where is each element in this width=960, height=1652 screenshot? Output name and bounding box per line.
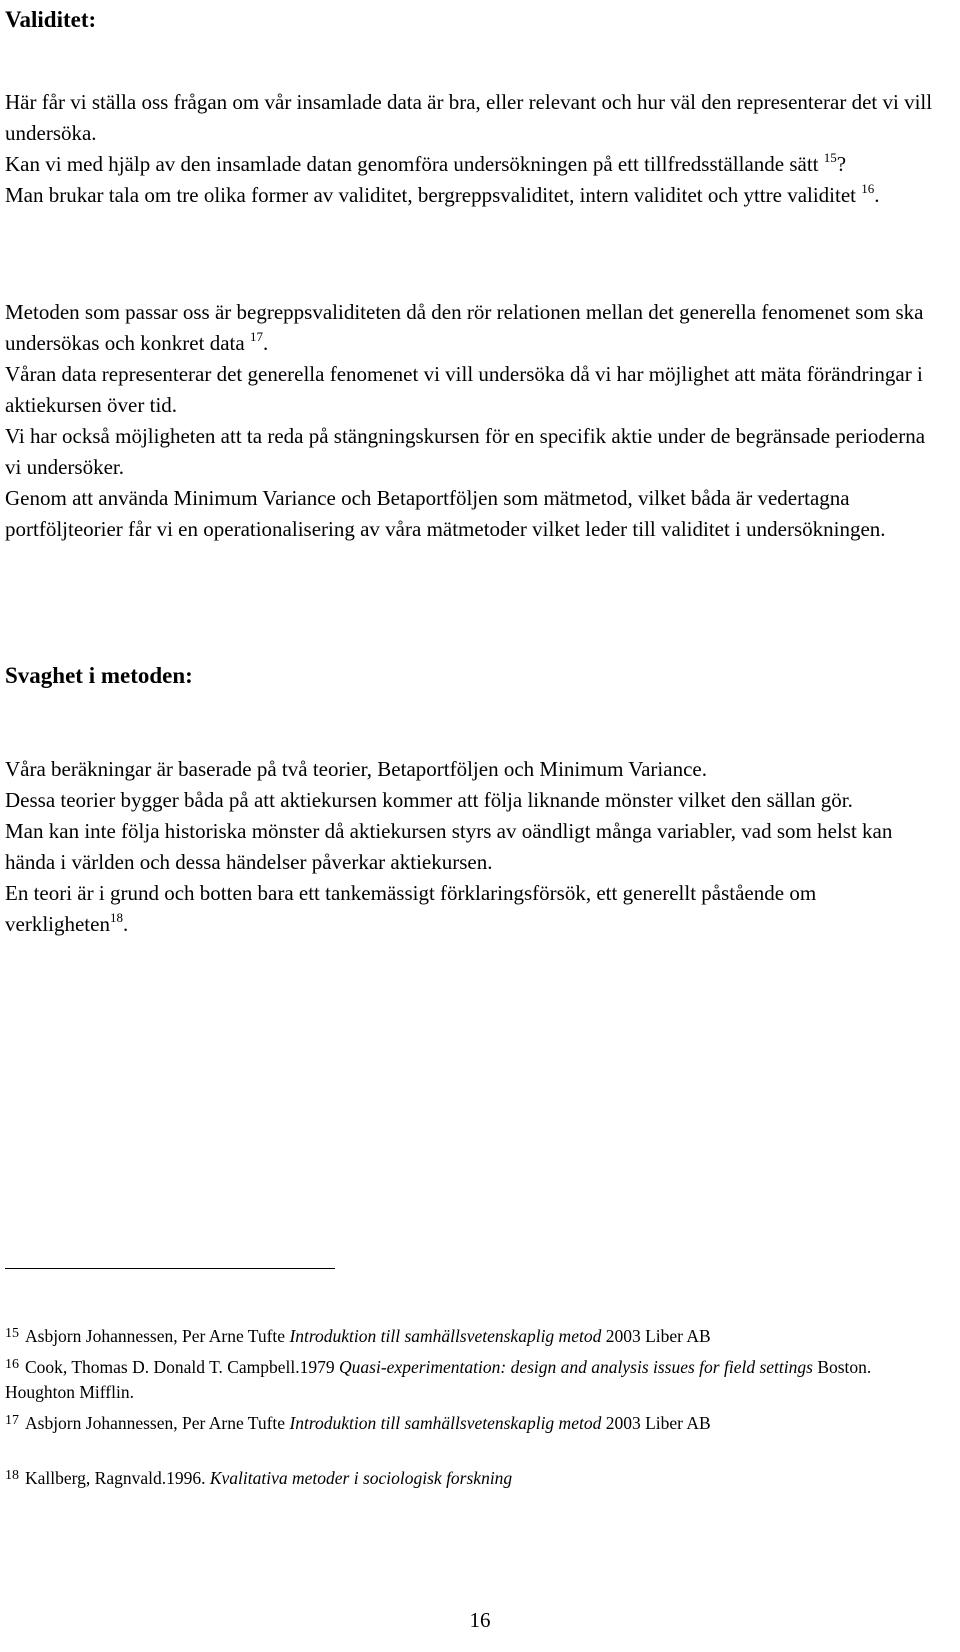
text-line: Kan vi med hjälp av den insamlade datan genomföra undersökningen på ett tillfredsställande sätt $^{15}$? — [5, 150, 847, 176]
text-line: Våran data representerar det generella fenomenet vi vill undersöka då vi har möjlighet att mäta förändringar i aktiekursen över tid. — [5, 362, 923, 417]
text-line: Här får vi ställa oss frågan om vår insamlade data är bra, eller relevant och hur väl den representerar det vi vill undersöka. — [5, 90, 933, 145]
validitet-paragraph-2 — [5, 297, 940, 545]
text-line: Man kan inte följa historiska mönster då aktiekursen styrs av oändligt många variabler, vad som helst kan hända i världen och dessa händelser påverkar aktiekursen. — [5, 819, 893, 874]
footnote-ref[interactable]: 17 — [249, 329, 263, 344]
footnote-18: $^{18}$ Kallberg, Ragnvald.1996. Kvalitativa metoder i sociologisk forskning — [5, 1468, 513, 1488]
footnote-ref[interactable]: 15 — [823, 150, 837, 165]
footnote-17: $^{17}$ Asbjorn Johannessen, Per Arne Tufte Introduktion till samhällsvetenskaplig metod 2003 Liber AB — [5, 1413, 711, 1433]
footnote-15: $^{15}$ Asbjorn Johannessen, Per Arne Tufte Introduktion till samhällsvetenskaplig metod 2003 Liber AB — [5, 1326, 711, 1346]
text-line: Våra beräkningar är baserade på två teorier, Betaportföljen och Minimum Variance. — [5, 757, 707, 781]
text-line: En teori är i grund och botten bara ett tankemässigt förklaringsförsök, ett generellt påstående om verkligheten$^{18}$. — [5, 881, 817, 936]
text-line: Man brukar tala om tre olika former av validitet, bergreppsvaliditet, intern validitet och yttre validitet $^{16}$. — [5, 181, 880, 207]
text-line: Dessa teorier bygger båda på att aktiekursen kommer att följa liknande mönster vilket den sällan gör. — [5, 788, 853, 812]
text-line: Vi har också möjligheten att ta reda på stängningskursen för en specifik aktie under de begränsade perioderna vi undersöker. — [5, 424, 926, 479]
footnote-ref[interactable]: 18 — [109, 910, 123, 925]
heading-validitet: Validitet: — [5, 7, 97, 32]
footnote-16: $^{16}$ Cook, Thomas D. Donald T. Campbell.1979 Quasi-experimentation: design and analysis issues for field settings Boston. Houghton Mifflin. — [5, 1357, 872, 1402]
footnote-divider — [5, 1268, 335, 1269]
heading-svaghet: Svaghet i metoden: — [5, 663, 193, 688]
svaghet-paragraph — [5, 754, 940, 940]
validitet-paragraph-1 — [5, 87, 940, 211]
footnote-ref[interactable]: 16 — [861, 181, 875, 196]
text-line: Genom att använda Minimum Variance och Betaportföljen som mätmetod, vilket båda är vedertagna portföljteorier får vi en operationalisering av våra mätmetoder vilket leder till validitet i undersökningen. — [5, 486, 886, 541]
page-number: 16 — [469, 1608, 491, 1632]
text-line: Metoden som passar oss är begreppsvaliditeten då den rör relationen mellan det generella fenomenet som ska undersökas och konkret data $^{17}$. — [5, 300, 924, 355]
